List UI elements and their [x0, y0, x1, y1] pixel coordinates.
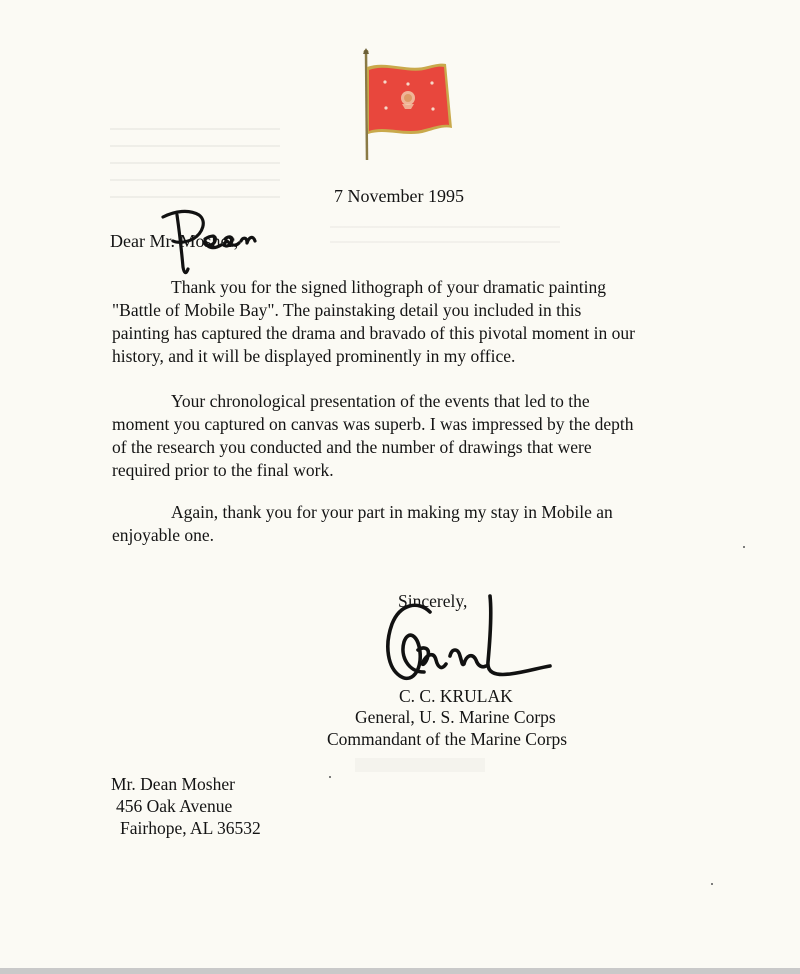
salutation-name: Mosher, — [179, 231, 239, 251]
paragraph-3-line-1: Again, thank you for your part in making my stay in Mobile an — [171, 502, 613, 522]
paper-speck — [329, 776, 331, 778]
recipient-street: 456 Oak Avenue — [116, 796, 233, 816]
paragraph-1-line-3: painting has captured the drama and bravado of this pivotal moment in our — [112, 323, 635, 343]
paragraph-1 — [112, 276, 635, 368]
show-through-marks-2 — [330, 226, 560, 256]
show-through-marks — [110, 128, 280, 198]
letter-date: 7 November 1995 — [334, 186, 464, 206]
paragraph-2-line-2: moment you captured on canvas was superb. I was impressed by the depth — [112, 414, 634, 434]
closing: Sincerely, — [398, 591, 468, 611]
handwritten-dean — [155, 205, 260, 280]
signer-name: C. C. KRULAK — [399, 686, 513, 706]
marine-corps-flag-icon — [348, 46, 456, 166]
paragraph-3-line-2: enjoyable one. — [112, 525, 215, 545]
paper-speck — [711, 883, 713, 885]
signer-title-2: Commandant of the Marine Corps — [327, 729, 568, 749]
paragraph-3 — [112, 501, 613, 547]
recipient-name: Mr. Dean Mosher — [111, 774, 235, 794]
paragraph-2-line-4: required prior to the final work. — [112, 460, 334, 480]
show-through-marks-3 — [355, 758, 485, 772]
paragraph-2-line-3: of the research you conducted and the number of drawings that were — [112, 437, 592, 457]
signer-title-1: General, U. S. Marine Corps — [355, 707, 556, 727]
paragraph-1-line-2: "Battle of Mobile Bay". The painstaking detail you included in this — [112, 300, 582, 320]
recipient-city-state-zip: Fairhope, AL 36532 — [120, 818, 261, 838]
paper-speck — [743, 546, 745, 548]
salutation-prefix: Dear Mr. — [110, 231, 180, 251]
paragraph-2-line-1: Your chronological presentation of the events that led to the — [171, 391, 590, 411]
paragraph-1-line-4: history, and it will be displayed prominently in my office. — [112, 346, 516, 366]
handwritten-signature — [378, 590, 553, 688]
paragraph-2 — [112, 390, 633, 482]
paragraph-1-line-1: Thank you for the signed lithograph of your dramatic painting — [171, 277, 606, 297]
